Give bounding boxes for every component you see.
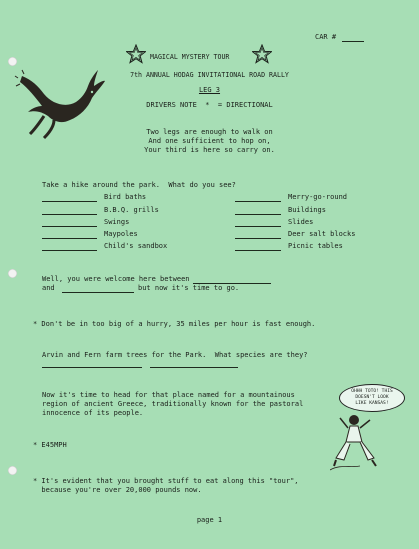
car-number-label: CAR # bbox=[315, 33, 337, 41]
list-item: Buildings bbox=[288, 206, 326, 214]
dorothy-illustration bbox=[330, 410, 380, 472]
drivers-note: DRIVERS NOTE * = DIRECTIONAL bbox=[146, 101, 273, 109]
rally-subtitle: 7th ANNUAL HODAG INVITATIONAL ROAD RALLY bbox=[130, 71, 289, 79]
answer-blank[interactable] bbox=[42, 367, 142, 368]
greece-line-3: innocence of its people. bbox=[42, 409, 144, 417]
greece-line-2: region of ancient Greece, traditionally known for the pastoral bbox=[42, 400, 304, 408]
tour-note-1: * It's evident that you brought stuff to eat along this "tour", bbox=[33, 477, 299, 485]
answer-blank[interactable] bbox=[42, 250, 97, 251]
answer-blank[interactable] bbox=[150, 367, 238, 368]
tour-title: MAGICAL MYSTERY TOUR bbox=[150, 53, 230, 61]
poem-line-3: Your third is here so carry on. bbox=[144, 146, 275, 154]
answer-blank[interactable] bbox=[62, 292, 134, 293]
list-item: Deer salt blocks bbox=[288, 230, 356, 238]
list-item: Picnic tables bbox=[288, 242, 343, 250]
list-item: Slides bbox=[288, 218, 314, 226]
page-number: page 1 bbox=[196, 516, 223, 524]
speech-bubble bbox=[339, 384, 405, 412]
greece-line-1: Now it's time to head for that place named for a mountainous bbox=[42, 391, 295, 399]
welcome-line-2: but now it's time to go. bbox=[138, 284, 240, 292]
speech-line: LIKE KANSAS! bbox=[355, 401, 389, 406]
list-item: Merry-go-round bbox=[288, 193, 348, 201]
speech-line: OHHH TOTO! THIS bbox=[351, 389, 393, 394]
leg-label: LEG 3 bbox=[198, 86, 221, 94]
list-item: Child's sandbox bbox=[104, 242, 168, 250]
punch-hole bbox=[8, 269, 17, 278]
answer-blank[interactable] bbox=[42, 238, 97, 239]
list-item: Bird baths bbox=[104, 193, 147, 201]
answer-blank[interactable] bbox=[42, 226, 97, 227]
answer-blank[interactable] bbox=[235, 238, 281, 239]
welcome-line-1: Well, you were welcome here between bbox=[42, 275, 190, 283]
poem-line-2: And one sufficient to hop on, bbox=[148, 137, 271, 145]
star-icon bbox=[126, 44, 146, 64]
park-question: Take a hike around the park. What do you see? bbox=[42, 181, 236, 189]
list-item: Maypoles bbox=[104, 230, 138, 238]
trees-question: Arvin and Fern farm trees for the Park. What species are they? bbox=[42, 351, 308, 359]
poem-line-1: Two legs are enough to walk on bbox=[146, 128, 273, 136]
car-number-field[interactable] bbox=[342, 41, 364, 42]
welcome-and: and bbox=[42, 284, 55, 292]
star-icon bbox=[252, 44, 272, 64]
speed-note: * Don't be in too big of a hurry, 35 miles per hour is fast enough. bbox=[33, 320, 316, 328]
list-item: Swings bbox=[104, 218, 130, 226]
tour-note-2: because you're over 20,000 pounds now. bbox=[33, 486, 202, 494]
answer-blank[interactable] bbox=[42, 214, 97, 215]
answer-blank[interactable] bbox=[235, 250, 281, 251]
e45-note: * E45MPH bbox=[33, 441, 67, 449]
list-item: B.B.Q. grills bbox=[104, 206, 159, 214]
punch-hole bbox=[8, 466, 17, 475]
answer-blank[interactable] bbox=[235, 214, 281, 215]
speech-line: DOESN'T LOOK bbox=[355, 395, 389, 400]
answer-blank[interactable] bbox=[235, 226, 281, 227]
answer-blank[interactable] bbox=[42, 201, 97, 202]
answer-blank[interactable] bbox=[235, 201, 281, 202]
